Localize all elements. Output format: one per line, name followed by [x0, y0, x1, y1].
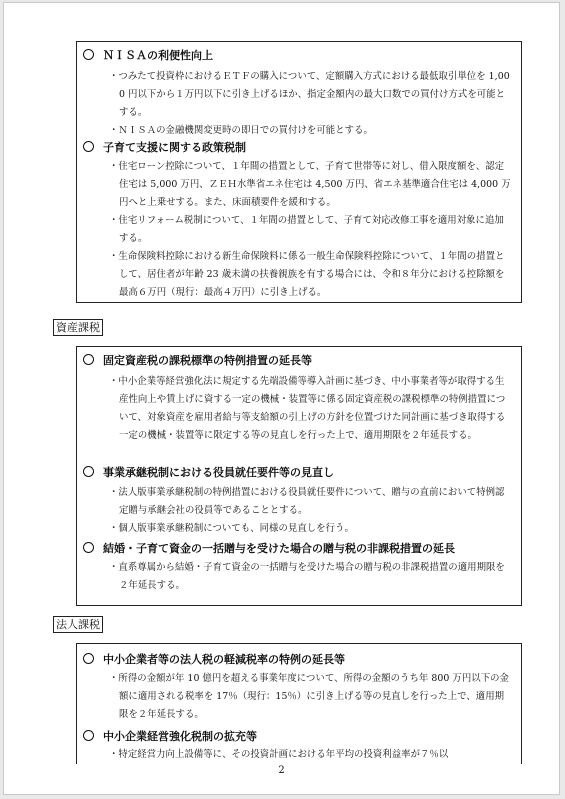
- circle-marker-icon: [83, 730, 94, 741]
- document-page: [3, 2, 560, 795]
- page-number: 2: [278, 765, 285, 776]
- section-heading-corporate-tax: 法人課税: [53, 616, 103, 633]
- item-marriage-childcare-gift: [77, 541, 521, 595]
- bullet-text: ・個人版事業承継税制についても、同様の見直しを行う。: [109, 523, 354, 534]
- circle-marker-icon: [83, 466, 94, 477]
- bullet-text: ・住宅ローン控除について、１年間の措置として、子育て世帯等に対し、借入限度額を、認定住宅は 5,000 万円、ＺＥＨ水準省エネ住宅は 4,500 万円、省エネ基準適合住宅は 4,000 万円へと上乗せする。また、床面積要件を緩和する。: [109, 161, 511, 208]
- bullet-text: ・ＮＩＳＡの金融機関変更時の即日での買付けを可能とする。: [109, 125, 373, 136]
- circle-marker-icon: [83, 542, 94, 553]
- bullet-text: ・つみたて投資枠におけるＥＴＦの購入について、定額購入方式における最低取引単位を 1,000 円以下から１万円以下に引き上げるほか、指定金額内の最大口数での買付け方式を可能とする。: [109, 71, 510, 118]
- item-fixed-asset-tax: [77, 353, 521, 445]
- item-title: ＮＩＳＡの利便性向上: [77, 48, 521, 63]
- item-title: 中小企業経営強化税制の拡充等: [77, 729, 521, 744]
- item-title: 子育て支援に関する政策税制: [77, 140, 521, 155]
- item-sme-tax-rate: [77, 652, 521, 724]
- policy-box-2: [76, 346, 522, 606]
- item-nisa: [77, 48, 521, 140]
- bullet-text: ・法人版事業承継税制の特例措置における役員就任要件について、贈与の直前において特例認定贈与承継会社の役員等であることとする。: [109, 487, 505, 516]
- circle-marker-icon: [83, 653, 94, 664]
- bullet-text: ・中小企業等経営強化法に規定する先端設備等導入計画に基づき、中小事業者等が取得する生産性向上や賃上げに資する一定の機械・装置等に係る固定資産税の課税標準の特例措置について、対象資産を雇用者給与等支給額の引上げの方針を位置づけた同計画に基づき取得する一定の機械・装置等に限定する等の見直しを行った上で、適用期限を２年延長する。: [109, 376, 506, 441]
- item-title: 固定資産税の課税標準の特例措置の延長等: [77, 353, 521, 368]
- bullet-text: ・特定経営力向上設備等に、その投資計画における年平均の投資利益率が７％以: [109, 749, 449, 760]
- circle-marker-icon: [83, 49, 94, 60]
- policy-box-1: [76, 41, 522, 303]
- item-business-succession: [77, 465, 521, 538]
- item-title: 事業承継税制における役員就任要件等の見直し: [77, 465, 521, 480]
- policy-box-3: [76, 643, 522, 764]
- bullet-text: ・住宅リフォーム税制について、１年間の措置として、子育て対応改修工事を適用対象に追加する。: [109, 215, 504, 244]
- bullet-text: ・生命保険料控除における新生命保険料に係る一般生命保険料控除について、１年間の措置として、居住者が年齢 23 歳未満の扶養親族を有する場合には、令和８年分における控除額を最高６万円（現行：最高４万円）に引き上げる。: [109, 251, 505, 298]
- circle-marker-icon: [83, 141, 94, 152]
- section-heading-asset-tax: 資産課税: [53, 319, 103, 336]
- item-title: 中小企業者等の法人税の軽減税率の特例の延長等: [77, 652, 521, 667]
- item-childcare: [77, 140, 521, 302]
- item-sme-management-strengthening: [77, 729, 521, 764]
- item-title: 結婚・子育て資金の一括贈与を受けた場合の贈与税の非課税措置の延長: [77, 541, 521, 556]
- bullet-text: ・直系尊属から結婚・子育て資金の一括贈与を受けた場合の贈与税の非課税措置の適用期限を２年延長する。: [109, 562, 505, 591]
- bullet-text: ・所得の金額が年 10 億円を超える事業年度について、所得の金額のうち年 800 万円以下の金額に適用される税率を 17％（現行：15％）に引き上げる等の見直しを行った上で、適用期限を２年延長する。: [109, 673, 509, 720]
- circle-marker-icon: [83, 354, 94, 365]
